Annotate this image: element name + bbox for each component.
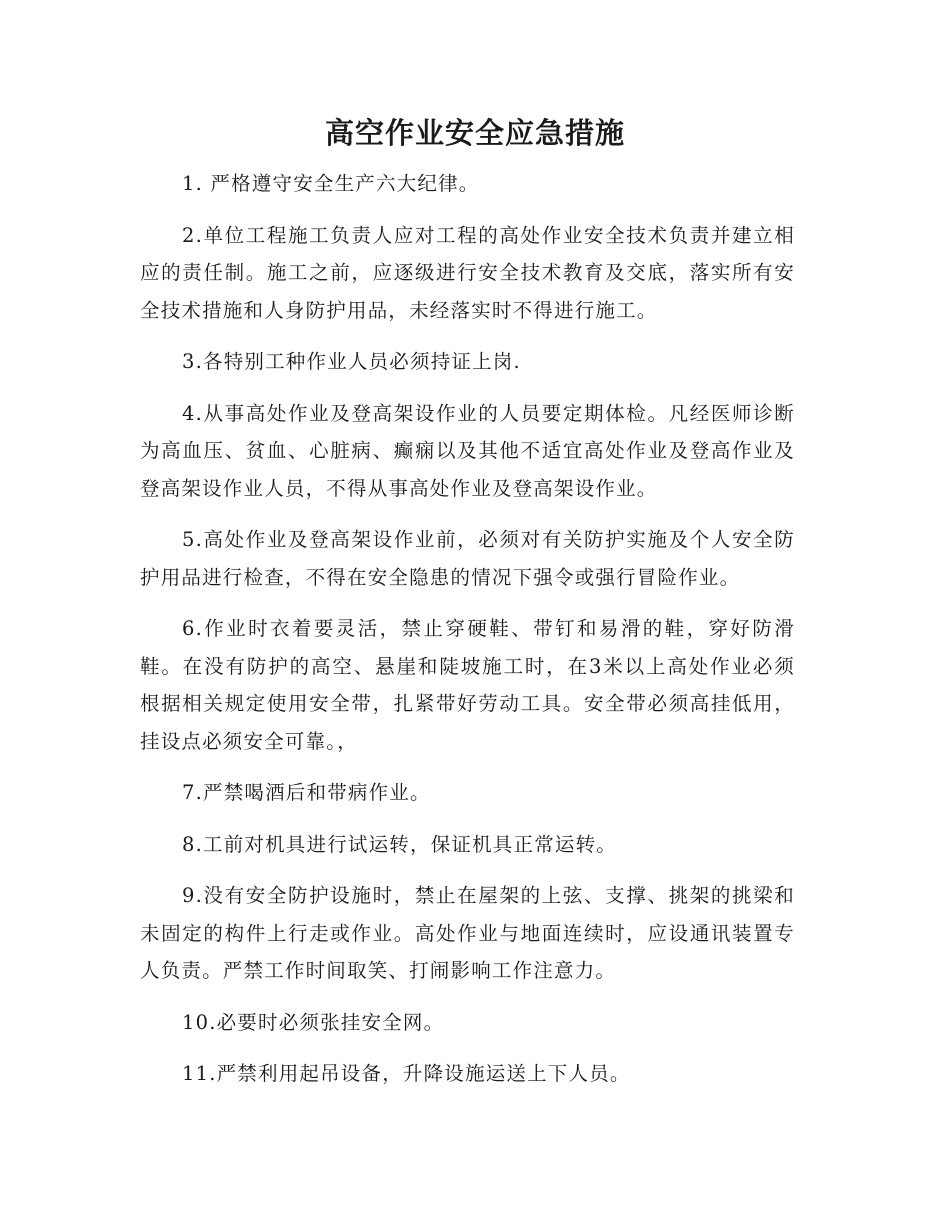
paragraph-6: 6.作业时衣着要灵活，禁止穿硬鞋、带钉和易滑的鞋，穿好防滑鞋。在没有防护的高空、悬崖和陡坡施工时，在3米以上高处作业必须根据相关规定使用安全带，扎紧带好劳动工具。安全带必须高挂低用，挂设点必须安全可靠。， bbox=[140, 617, 795, 753]
paragraph-10: 10.必要时必须张挂安全网。 bbox=[182, 1010, 445, 1034]
paragraph-7: 7.严禁喝酒后和带病作业。 bbox=[182, 781, 431, 804]
paragraph-3: 3.各特别工种作业人员必须持证上岗. bbox=[182, 350, 521, 373]
paragraph-9: 9.没有安全防护设施时，禁止在屋架的上弦、支撑、挑架的挑梁和未固定的构件上行走或作业。高处作业与地面连续时，应设通讯装置专人负责。严禁工作时间取笑、打闹影响工作注意力。 bbox=[140, 884, 795, 982]
paragraph-2: 2.单位工程施工负责人应对工程的高处作业安全技术负责并建立相应的责任制。施工之前，应逐级进行安全技术教育及交底，落实所有安全技术措施和人身防护用品，未经落实时不得进行施工。 bbox=[140, 223, 795, 322]
paragraph-11: 11.严禁利用起吊设备，升降设施运送上下人员。 bbox=[182, 1062, 631, 1085]
paragraph-8: 8.工前对机具进行试运转，保证机具正常运转。 bbox=[182, 832, 618, 856]
paragraph-1: 1. 严格遵守安全生产六大纪律。 bbox=[182, 172, 480, 195]
paragraph-4: 4.从事高处作业及登高架设作业的人员要定期体检。凡经医师诊断为高血压、贫血、心脏病、癫痫以及其他不适宜高处作业及登高作业及登高架设作业人员，不得从事高处作业及登高架设作业。 bbox=[140, 401, 795, 500]
document-body bbox=[140, 165, 795, 1107]
document-title: 高空作业安全应急措施 bbox=[324, 116, 625, 150]
paragraph-5: 5.高处作业及登高架设作业前，必须对有关防护实施及个人安全防护用品进行检查，不得在安全隐患的情况下强令或强行冒险作业。 bbox=[140, 528, 795, 589]
